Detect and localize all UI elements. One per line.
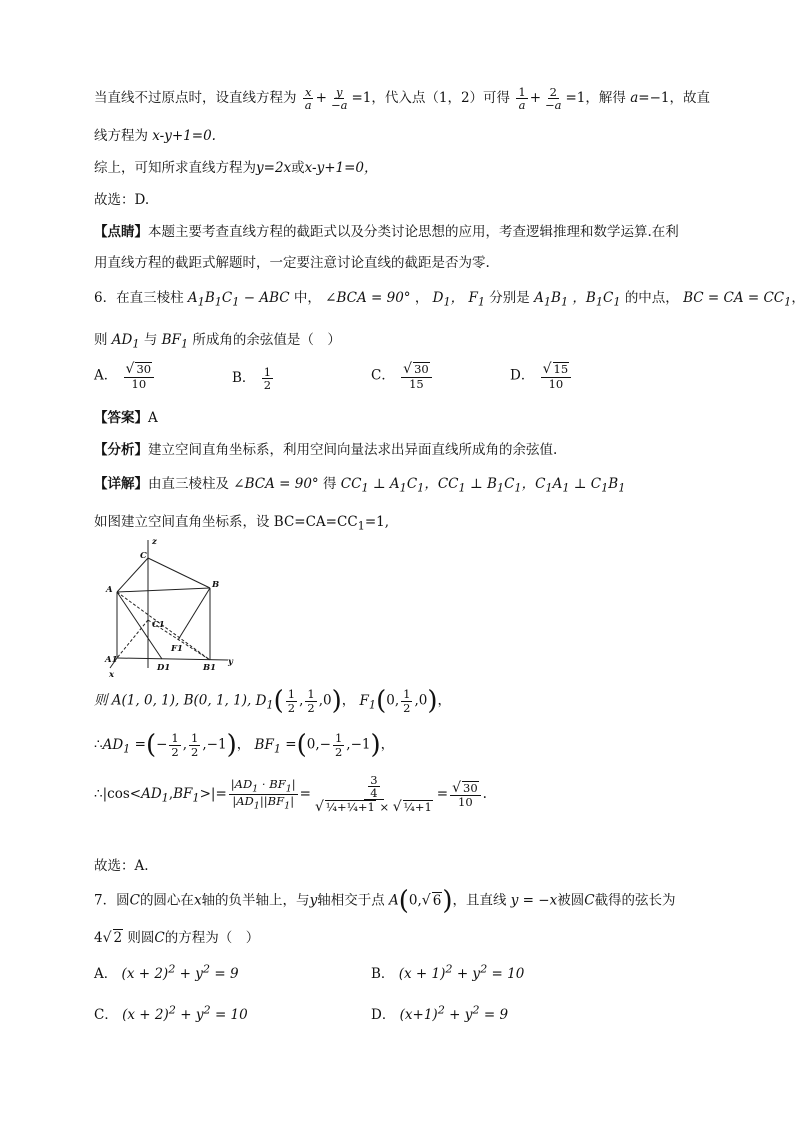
text: 中， (293, 290, 321, 306)
q7-stem-line1: 7．圆C的圆心在x轴的负半轴上，与y轴相交于点 A(0,√ 6)，且直线 y = −x被圆C截得的弦长为 (94, 886, 676, 916)
prism-figure (100, 536, 240, 680)
q7-stem-line2: 4√ 2 则圆C的方程为（ ） (94, 930, 260, 946)
q7-option-c: C． $(x + 2)^2 + y^2 = 10$ (94, 1003, 248, 1023)
label-f1: F1 (171, 644, 183, 654)
text: ，且直线 (452, 892, 507, 909)
text: 所成角的余弦值是（ ） (192, 332, 341, 348)
math-angle: ∠BCA = 90° (233, 476, 319, 492)
text: 本题主要考查直线方程的截距式以及分类讨论思想的应用，考查逻辑推理和数学运算.在利 (148, 224, 679, 240)
text: 轴相交于点 (317, 892, 385, 909)
fraction-dot-over-norms: $\frac{|AD_1 \cdot BF_1|}{|AD_1||BF_1|}$ (230, 776, 296, 812)
label-x: x (109, 670, 115, 680)
text: 综上，可知所求直线方程为 (94, 160, 256, 176)
text: 的方程为（ ） (164, 930, 260, 946)
text: 被圆 (557, 892, 585, 909)
math-equal-edges: BC = CA = $CC_1$ (683, 290, 792, 309)
text: ， (414, 290, 429, 306)
label-c: C (140, 551, 147, 561)
label-a: A (106, 585, 113, 595)
equation: x-y+1=0. (152, 128, 216, 144)
math-angle: ∠BCA = 90° (325, 290, 411, 306)
math-a1b1: $A_1B_1$ ，$B_1C_1$ (534, 290, 621, 309)
text: 的圆心在 (139, 892, 194, 909)
analysis-tag: 【分析】 (94, 442, 148, 458)
q6-option-c (371, 362, 434, 390)
detail-tag: 【详解】 (94, 476, 148, 492)
chord-length: 4√ 2 (94, 930, 123, 946)
text: 则 A(1, 0, 1), B(0, 1, 1), (94, 692, 252, 709)
paragraph-intercept-line1: 当直线不过原点时，设直线方程为 $\frac{x}{a}$ + $\frac{y}{-a}$ =1，代入点（1，2）可得 $\frac{1}{a}$ + $\frac{2}{-a}$ =1，解得 a=−1，故直 (94, 85, 710, 113)
text: ，故直 (669, 90, 710, 107)
coord-d1: $D_1$ (255, 692, 274, 712)
math-prism: $A_1B_1C_1$ − ABC (187, 290, 290, 309)
dianjing-line2: 用直线方程的截距式解题时，一定要注意讨论直线的截距是否为零. (94, 255, 490, 271)
fraction-2-over-neg-a: $\frac{2}{-a}$ (545, 85, 562, 113)
q7-option-a: A． $(x + 2)^2 + y^2 = 9$ (94, 962, 239, 982)
q6-final: 故选：A. (94, 858, 149, 874)
paragraph-intercept-line2 (94, 124, 216, 144)
text: ，代入点（1，2）可得 (371, 90, 511, 107)
fraction-result: $\frac{√ 30}{10}$ (450, 781, 481, 809)
equation: x-y+1=0， (304, 160, 378, 176)
q6-coords: 则 A(1, 0, 1), B(0, 1, 1), $D_1$( $\frac{1}{2}$ , $\frac{1}{2}$ ,0)， $F_1(0$, $\frac{1}{2}$ ,0)， (94, 686, 451, 716)
q6-setup: 如图建立空间直角坐标系，设 $BC=CA=CC_1=1$, (94, 514, 390, 533)
text: 当直线不过原点时，设直线方程为 (94, 90, 297, 107)
q6-stem-line1: 6．在直三棱柱 $A_1B_1C_1$ − ABC 中， ∠BCA = 90° ， $D_1$， $F_1$ 分别是 $A_1B_1$ ，$B_1C_1$ 的中点， BC = CA = $CC_1$， (94, 290, 805, 309)
fraction-x-over-a: $\frac{x}{a}$ (304, 85, 312, 113)
q6-cosine: $\therefore|\cos<AD_1,BF_1>|=$ $\frac{|AD_1 \cdot BF_1|}{|AD_1||BF_1|}$ = $\frac{\frac{3}{4}}{\text{√ ¼+¼+1 × √ ¼+1}}$ = $\frac{√ 30}{10}$ . (94, 773, 487, 816)
option-letter: B． (371, 966, 395, 982)
line-y-neg-x: y = −x (510, 892, 558, 909)
text: 线方程为 (94, 128, 148, 144)
text: 建立空间直角坐标系，利用空间向量法求出异面直线所成角的余弦值. (148, 442, 558, 458)
text: 则 (94, 332, 108, 348)
option-letter: D． (510, 367, 535, 384)
dianjing-tag: 【点睛】 (94, 224, 148, 240)
fraction-sqrt30-15: $\frac{√ 30}{15}$ (401, 362, 432, 390)
label-b: B (212, 580, 220, 590)
coord-f1: $F_1$ (359, 692, 377, 712)
point-a: A (389, 892, 399, 909)
vector-bf1: $BF_1$ (254, 736, 281, 756)
option-letter: C． (371, 367, 395, 384)
fraction-sqrt15-10: $\frac{√ 15}{10}$ (541, 362, 572, 390)
q6-option-d (510, 362, 573, 390)
text: 截得的弦长为 (594, 892, 676, 909)
text: 或 (291, 160, 305, 176)
label-a1: A1 (105, 655, 118, 665)
math-d1-f1: $D_1$， $F_1$ (432, 290, 485, 309)
option-letter: B． (232, 370, 256, 387)
fraction-1-over-a: $\frac{1}{a}$ (518, 85, 526, 113)
edge-ab (117, 588, 210, 592)
text: ，解得 (585, 90, 626, 107)
text: 如图建立空间直角坐标系，设 BC=CA=CC (94, 514, 358, 530)
q7-option-d: D． $(x+1)^2 + y^2 = 9$ (371, 1003, 509, 1023)
text: 由直三棱柱及 (148, 476, 229, 492)
text: 轴的负半轴上，与 (201, 892, 310, 909)
fraction-sqrt30-10: $\frac{√ 30}{10}$ (124, 362, 155, 390)
math-ad1: $AD_1$ (111, 332, 140, 351)
label-c1: C1 (152, 620, 165, 630)
option-letter: D． (371, 1007, 396, 1023)
q6-option-a (94, 362, 156, 390)
q6-analysis (94, 438, 557, 458)
text: =1, (364, 514, 390, 530)
q6-stem-line2 (94, 328, 341, 351)
edge-cb (148, 558, 210, 588)
q7-option-b: B． $(x + 1)^2 + y^2 = 10$ (371, 962, 525, 982)
answer-tag: 【答案】 (94, 410, 148, 426)
paragraph-summary (94, 156, 378, 176)
q6-detail (94, 472, 625, 495)
q6-vectors: $\therefore AD_1$ =(− $\frac{1}{2}$ , $\frac{1}{2}$ ,−1)， $BF_1 =(0,-$ $\frac{1}{2}$ ,−1)， (94, 730, 395, 760)
solution-a: a=−1 (630, 90, 670, 107)
label-y: y (228, 657, 233, 667)
option-letter: A． (94, 966, 118, 982)
math-bf1: $BF_1$ (161, 332, 189, 351)
equation: y=2x (256, 160, 292, 176)
q6-option-b (232, 366, 275, 391)
math-perp: $CC_1$ ⊥ $A_1C_1$，$CC_1$ ⊥ $B_1C_1$，$C_1A_1$ ⊥ $C_1B_1$ (340, 476, 626, 495)
fraction-y-over-neg-a: $\frac{y}{-a}$ (330, 85, 348, 113)
label-z: z (152, 537, 157, 547)
dianjing-line1 (94, 220, 679, 240)
text: 与 (143, 332, 158, 348)
edge-ac (117, 558, 148, 592)
label-b1: B1 (203, 663, 217, 673)
text: 的中点， (624, 290, 679, 306)
segment-bf1 (178, 588, 210, 640)
vector-ad1: $AD_1$ (102, 736, 131, 756)
text: 分别是 (489, 290, 530, 306)
q6-answer (94, 406, 158, 426)
text: 则圆 (127, 930, 155, 946)
fraction-1-2: $\frac{1}{2}$ (263, 365, 272, 393)
bottom-a1b1-y-axis (117, 658, 228, 660)
text: 6．在直三棱柱 (94, 290, 184, 306)
text: 得 (322, 476, 337, 492)
answer-value: A (148, 410, 158, 426)
label-d1: D1 (157, 663, 171, 673)
fraction-calc: $\frac{\frac{3}{4}}{\text{√ ¼+¼+1 × √ ¼+1}}$ (314, 773, 432, 816)
text: 7．圆 (94, 892, 130, 909)
option-letter: A． (94, 367, 118, 384)
option-letter: C． (94, 1007, 118, 1023)
choice-d-line: 故选：D. (94, 192, 150, 208)
edge-c1a1 (117, 620, 148, 658)
